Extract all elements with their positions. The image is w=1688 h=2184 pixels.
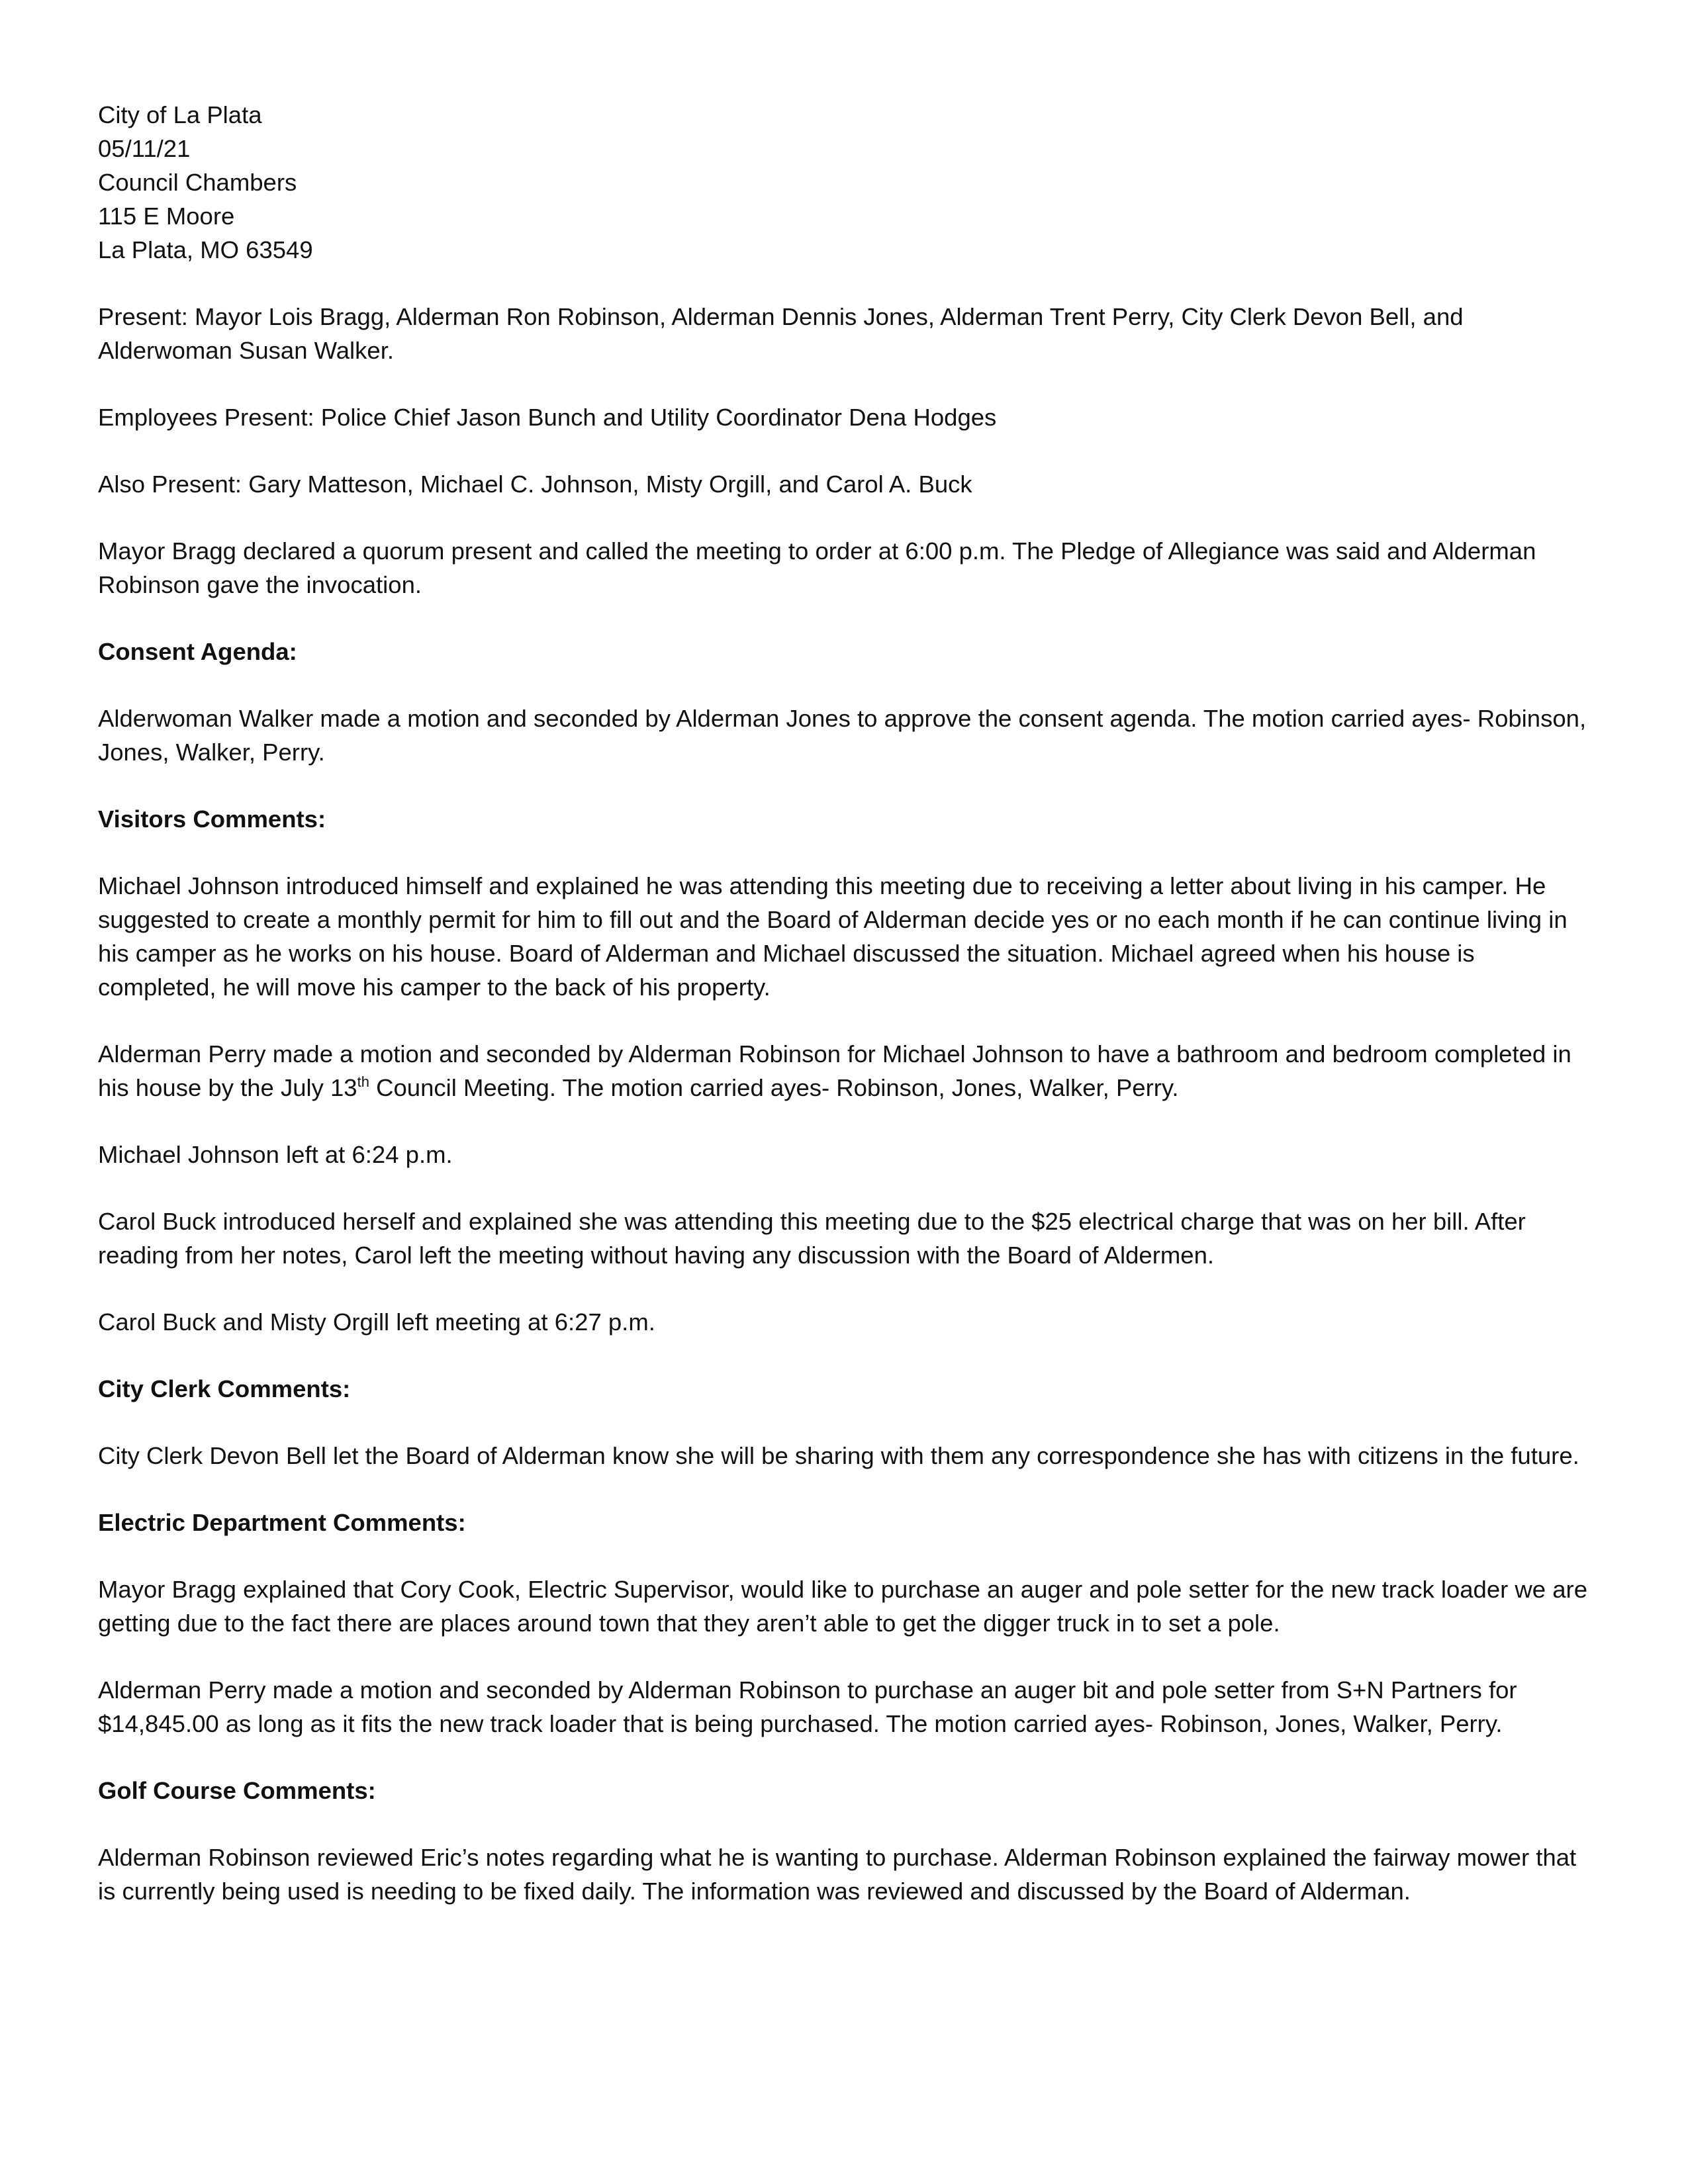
- ordinal-suffix: th: [357, 1073, 369, 1090]
- also-present: Also Present: Gary Matteson, Michael C. Johnson, Misty Orgill, and Carol A. Buck: [98, 471, 972, 498]
- visitors-paragraph-2: [98, 1037, 1590, 1105]
- visitors-paragraph-4: Carol Buck introduced herself and explained she was attending this meeting due to the $25 electrical charge that was on her bill. After reading from her notes, Carol left the meeting without having any discussion with the Board of Aldermen.: [98, 1208, 1526, 1269]
- motion-text-start: Alderman Perry made a motion and seconded by Alderman Robinson for Michael Johnson to have a bathroom and bedroom completed in his house by the July 13: [98, 1040, 1571, 1101]
- present-list: Present: Mayor Lois Bragg, Alderman Ron Robinson, Alderman Dennis Jones, Alderman Trent Perry, City Clerk Devon Bell, and Alderwoman Susan Walker.: [98, 303, 1464, 364]
- meeting-location: Council Chambers: [98, 169, 297, 196]
- electric-paragraph-2: Alderman Perry made a motion and seconded by Alderman Robinson to purchase an auger bit and pole setter from S+N Partners for $14,845.00 as long as it fits the new track loader that is being purchased. The motion carried ayes- Robinson, Jones, Walker, Perry.: [98, 1676, 1517, 1737]
- golf-heading: Golf Course Comments:: [98, 1777, 376, 1804]
- visitors-paragraph-3: Michael Johnson left at 6:24 p.m.: [98, 1141, 453, 1168]
- city-clerk-text: City Clerk Devon Bell let the Board of Alderman know she will be sharing with them any correspondence she has with citizens in the future.: [98, 1442, 1579, 1469]
- golf-text: Alderman Robinson reviewed Eric’s notes regarding what he is wanting to purchase. Alderman Robinson explained the fairway mower that is currently being used is needing to be fixed daily. The information was reviewed and discussed by the Board of Alderman.: [98, 1844, 1577, 1905]
- visitors-paragraph-5: Carol Buck and Misty Orgill left meeting at 6:27 p.m.: [98, 1308, 655, 1336]
- electric-heading: Electric Department Comments:: [98, 1509, 466, 1536]
- meeting-header: [98, 98, 1590, 267]
- consent-agenda-heading: Consent Agenda:: [98, 638, 297, 665]
- street-address: 115 E Moore: [98, 203, 235, 230]
- city-state-zip: La Plata, MO 63549: [98, 236, 313, 263]
- meeting-date: 05/11/21: [98, 135, 191, 162]
- electric-paragraph-1: Mayor Bragg explained that Cory Cook, Electric Supervisor, would like to purchase an auger and pole setter for the new track loader we are getting due to the fact there are places around town that they aren’t able to get the digger truck in to set a pole.: [98, 1576, 1587, 1637]
- opening-paragraph: Mayor Bragg declared a quorum present and called the meeting to order at 6:00 p.m. The Pledge of Allegiance was said and Alderman Robinson gave the invocation.: [98, 537, 1536, 598]
- city-clerk-heading: City Clerk Comments:: [98, 1375, 351, 1402]
- org-name: City of La Plata: [98, 101, 262, 128]
- visitors-heading: Visitors Comments:: [98, 805, 326, 833]
- consent-agenda-text: Alderwoman Walker made a motion and seconded by Alderman Jones to approve the consent agenda. The motion carried ayes- Robinson, Jones, Walker, Perry.: [98, 705, 1587, 766]
- minutes-page: [98, 98, 1590, 1941]
- motion-text-end: Council Meeting. The motion carried ayes- Robinson, Jones, Walker, Perry.: [369, 1074, 1179, 1101]
- employees-present: Employees Present: Police Chief Jason Bunch and Utility Coordinator Dena Hodges: [98, 404, 997, 431]
- visitors-paragraph-1: Michael Johnson introduced himself and explained he was attending this meeting due to receiving a letter about living in his camper. He suggested to create a monthly permit for him to fill out and the Board of Alderman decide yes or no each month if he can continue living in his camper as he works on his house. Board of Alderman and Michael discussed the situation. Michael agreed when his house is completed, he will move his camper to the back of his property.: [98, 872, 1568, 1001]
